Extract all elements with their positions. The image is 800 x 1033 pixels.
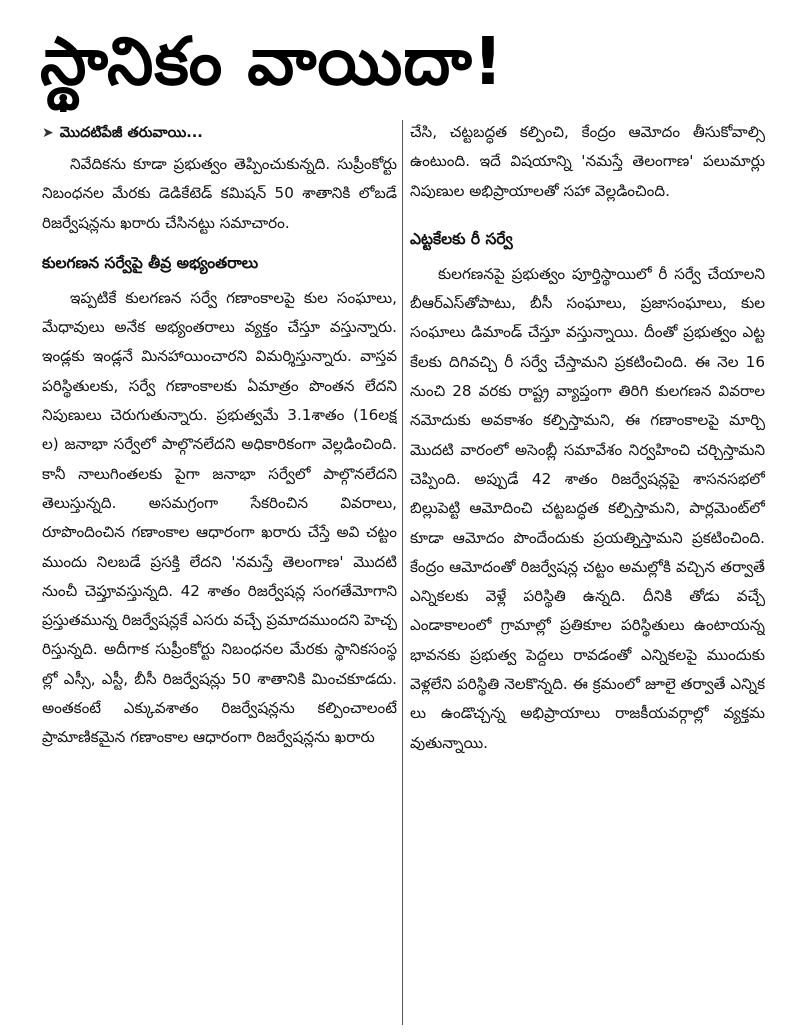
arrow-icon: ➤: [42, 125, 54, 141]
subheading-caste-survey-objections: కులగణన సర్వేపై తీవ్ర అభ్యంతరాలు: [42, 253, 259, 272]
body-paragraph-left: ఇప్పటికే కులగణన సర్వే గణాంకాలపై కుల సంఘాలు, మేధావులు అనేక అభ్యంతరాలు వ్యక్తం చేస్తూ వస్తున్నారు. ఇండ్లకు ఇండ్లనే మినహాయించారని విమర్శిస్తున్నారు. వాస్తవ పరిస్థితులకు, సర్వే గణాంకాలకు ఏమాత్రం పొంతన లేదని నిపుణులు చెరుగుతున్నారు. ప్రభుత్వమే 3.1శాతం (16లక్షల) జనాభా సర్వేలో పాల్గొనలేదని అధికారికంగా వెల్లడించింది. కానీ నాలుగింతలకు పైగా జనాభా సర్వేలో పాల్గొనలేదని తెలుస్తున్నది. అసమగ్రంగా సేకరించిన వివరాలు, రూపొందించిన గణాంకాల ఆధారంగా ఖరారు చేస్తే అవి చట్టం ముందు నిలబడే ప్రసక్తి లేదని 'నమస్తే తెలంగాణ' మొదటి నుంచీ చెప్తూవస్తున్నది. 42 శాతం రిజర్వేషన్ల సంగతేమోగాని ప్రస్తుతమున్న రిజర్వేషన్లకే ఎసరు వచ్చే ప్రమాదముందని హెచ్చరిస్తున్నది. అదీగాక సుప్రీంకోర్టు నిబంధనల మేరకు స్థానికసంస్థల్లో ఎస్సీ, ఎస్టీ, బీసీ రిజర్వేషన్లు 50 శాతానికి మించకూడదు. అంతకంటే ఎక్కువశాతం రిజర్వేషన్లను కల్పించాలంటే ప్రామాణికమైన గణాంకాల ఆధారంగా రిజర్వేషన్లను ఖరారు: [42, 288, 397, 747]
headline: స్థానికం వాయిదా!: [40, 23, 505, 100]
column-divider: [402, 120, 403, 1025]
continued-label: మొదటిపేజీ తరువాయి...: [59, 125, 203, 141]
subheading-resurvey: ఎట్టకేలకు రీ సర్వే: [410, 229, 513, 248]
body-paragraph-right: కులగణనపై ప్రభుత్వం పూర్తిస్థాయిలో రీ సర్వే చేయాలని బీఆర్ఎస్‌తోపాటు, బీసీ సంఘాలు, ప్రజాసంఘాలు, కులసంఘాలు డిమాండ్ చేస్తూ వస్తున్నాయి. దీంతో ప్రభుత్వం ఎట్టకేలకు దిగివచ్చి రీ సర్వే చేస్తామని ప్రకటించింది. ఈ నెల 16 నుంచి 28 వరకు రాష్ట్ర వ్యాప్తంగా తిరిగి కులగణన వివరాల నమోదుకు అవకాశం కల్పిస్తామని, ఈ గణాంకాలపై మార్చి మొదటి వారంలో అసెంబ్లీ సమావేశం నిర్వహించి చర్చిస్తామని చెప్పింది. అప్పుడే 42 శాతం రిజర్వేషన్లపై శాసనసభలో బిల్లుపెట్టి ఆమోదించి చట్టబద్ధత కల్పిస్తామని, పార్లమెంట్‌లో కూడా ఆమోదం పొందేందుకు ప్రయత్నిస్తామని ప్రకటించింది. కేంద్రం ఆమోదంతో రిజర్వేషన్ల చట్టం అమల్లోకి వచ్చిన తర్వాతే ఎన్నికలకు వెళ్లే పరిస్థితి ఉన్నది. దీనికి తోడు వచ్చే ఎండాకాలంలో గ్రామాల్లో ప్రతికూల పరిస్థితులు ఉంటాయన్న భావనకు ప్రభుత్వ పెద్దలు రావడంతో ఎన్నికలపై ముందుకు వెళ్లలేని పరిస్థితి నెలకొన్నది. ఈ క్రమంలో జూలై తర్వాతే ఎన్నికలు ఉండొచ్చన్న అభిప్రాయాలు రాజకీయవర్గాల్లో వ్యక్తమవుతున్నాయి.: [410, 264, 765, 752]
right-column: [410, 118, 765, 1033]
intro-paragraph: నివేదికను కూడా ప్రభుత్వం తెప్పించుకున్నది. సుప్రీంకోర్టు నిబంధనల మేరకు డెడికేటెడ్ కమిషన్ 50 శాతానికి లోబడే రిజర్వేషన్లను ఖరారు చేసినట్టు సమాచారం.: [42, 155, 397, 232]
left-column: [42, 118, 397, 1033]
continued-paragraph: చేసి, చట్టబద్ధత కల్పించి, కేంద్రం ఆమోదం తీసుకోవాల్సి ఉంటుంది. ఇదే విషయాన్ని 'నమస్తే తెలంగాణ' పలుమార్లు నిపుణుల అభిప్రాయాలతో సహా వెల్లడించింది.: [410, 123, 765, 200]
continued-from-front-page: [42, 118, 397, 148]
